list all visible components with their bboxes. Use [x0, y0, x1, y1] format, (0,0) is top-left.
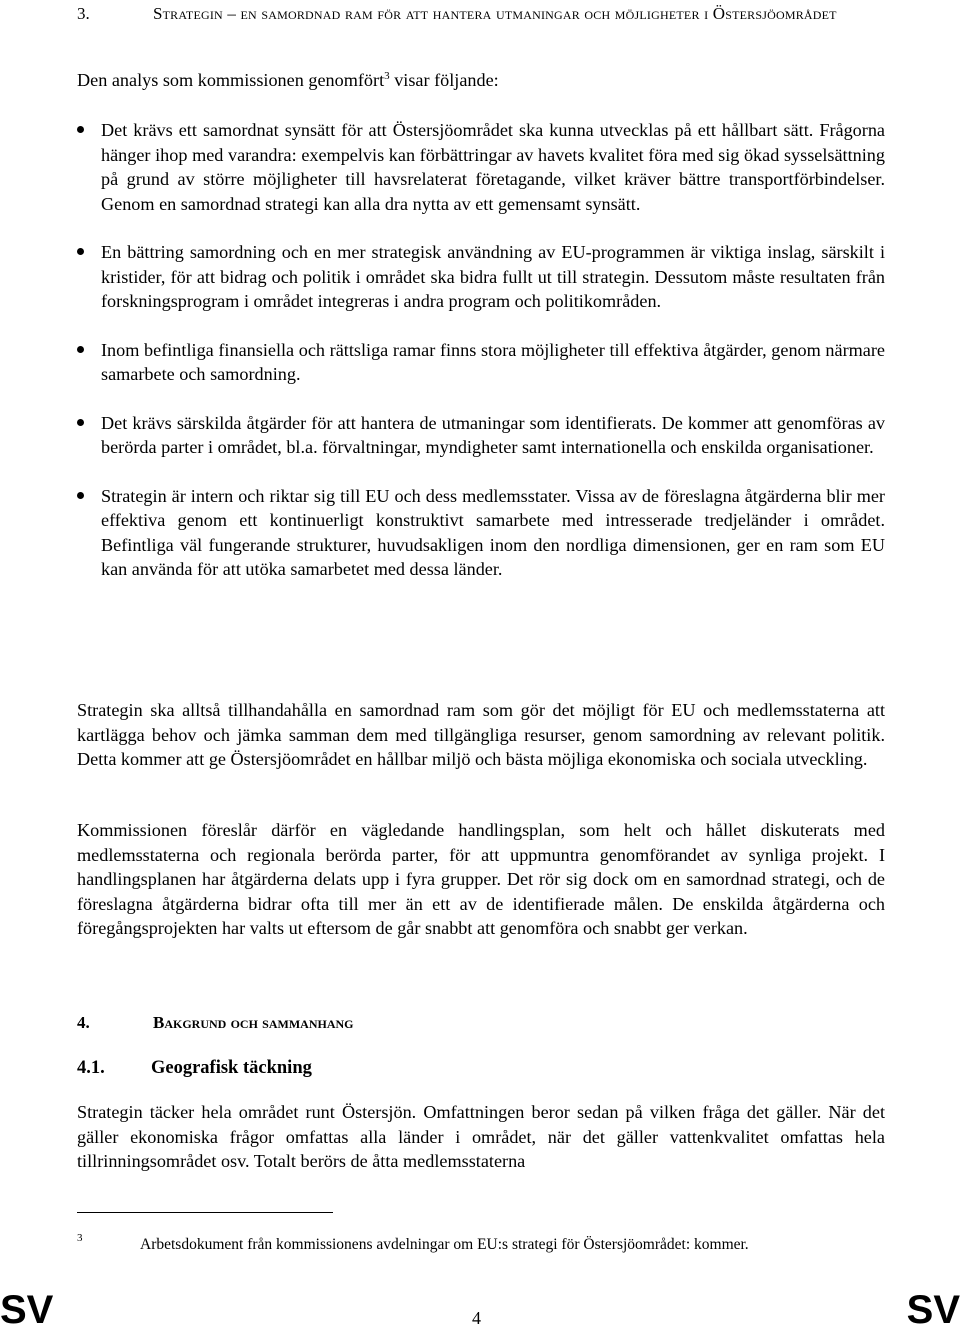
footnote-divider	[77, 1212, 333, 1213]
list-item-text: Inom befintliga finansiella och rättsliga ramar finns stora möjligheter till effektiva åtgärder, genom närmare samarbete och samordning.	[101, 339, 885, 384]
list-item	[77, 118, 885, 216]
findings-list	[77, 118, 885, 606]
intro-text: Den analys som kommissionen genomfört	[77, 70, 385, 90]
subsection-title: Geografisk täckning	[151, 1058, 312, 1078]
bullet-icon	[77, 419, 84, 426]
subsection-number: 4.1.	[77, 1058, 105, 1078]
intro-paragraph	[77, 68, 885, 93]
intro-text-after: visar följande:	[389, 70, 499, 90]
list-item	[77, 411, 885, 460]
bullet-icon	[77, 248, 84, 255]
section-4-heading	[77, 1011, 354, 1034]
list-item-text: Strategin är intern och riktar sig till EU och dess medlemsstater. Vissa av de föreslagna åtgärderna blir mer effektiva genom ett kontinuerligt konstruktivt samarbete med intresserade tredjeländer i området. Befintliga väl fungerande strukturer, huvudsakligen inom den nordliga dimensionen, ger en ram som EU kan använda för att utöka samarbetet med dessa länder.	[101, 485, 885, 579]
section-4-1-heading	[77, 1056, 312, 1080]
language-code-left: SV	[0, 1288, 54, 1332]
list-item	[77, 338, 885, 387]
list-item	[77, 484, 885, 582]
page-number: 4	[472, 1308, 481, 1328]
footnote-number: 3	[77, 1232, 83, 1244]
footnote-text: Arbetsdokument från kommissionens avdelningar om EU:s strategi för Östersjöområdet: kommer.	[140, 1236, 749, 1253]
bullet-icon	[77, 346, 84, 353]
section-number: 4.	[77, 1013, 90, 1032]
body-paragraph-1: Strategin ska alltså tillhandahålla en samordnad ram som gör det möjligt för EU och medlemsstaterna att kartlägga behov och jämka samman dem med tillgängliga resurser, genom samordning av relevant politik. Detta kommer att ge Östersjöområdet en hållbar miljö och bästa möjliga ekonomiska och sociala utveckling.	[77, 700, 885, 769]
bullet-icon	[77, 126, 84, 133]
body-paragraph-3: Strategin täcker hela området runt Östersjön. Omfattningen beror sedan på vilken fråga det gäller. När det gäller ekonomiska frågor omfattas alla länder i området, när det gäller vattenkvalitet omfattas hela tillrinningsområdet osv. Totalt berörs de åtta medlemsstaterna	[77, 1102, 885, 1171]
body-paragraph-2: Kommissionen föreslår därför en vägledande handlingsplan, som helt och hållet diskuterats med medlemsstaterna och regionala berörda parter, för att uppmuntra genomförandet av synliga projekt. I handlingsplanen har åtgärderna delats upp i fyra grupper. Det rör sig dock om en samordnad strategi, och de föreslagna åtgärderna bidrar ofta till mer än ett av de identifierade målen. De enskilda åtgärderna och föregångsprojekten har valts ut eftersom de går snabbt att genomföra och snabbt ger verkan.	[77, 820, 885, 938]
footnote-reference[interactable]: 3	[384, 69, 390, 82]
language-code-right: SV	[906, 1288, 960, 1332]
list-item-text: Det krävs ett samordnat synsätt för att Östersjöområdet ska kunna utvecklas på ett hållbart sätt. Frågorna hänger ihop med varandra: exempelvis kan förbättringar av havets kvalitet föra med sig ökad sysselsättning på grund av större möjligheter till havsrelaterat företagande, vilket kräver bättre transportförbindelser. Genom en samordnad strategi kan alla dra nytta av ett gemensamt synsätt.	[101, 120, 885, 214]
section-title: Strategin – en samordnad ram för att hantera utmaningar och möjligheter i Östersjöområdet	[153, 4, 837, 23]
list-item-text: Det krävs särskilda åtgärder för att hantera de utmaningar som identifierats. De kommer att genomföras av berörda parter i området, bl.a. förvaltningar, myndigheter samt internationella och enskilda organisationer.	[101, 412, 885, 457]
section-number: 3.	[77, 4, 90, 23]
list-item-text: En bättring samordning och en mer strategisk användning av EU-programmen är viktiga inslag, särskilt i kristider, för att bidrag och politik i området ska bidra fullt ut till strategin. Dessutom måste resultaten från forskningsprogram i området integreras i andra program och politikområden.	[101, 242, 885, 311]
section-title: Bakgrund och sammanhang	[153, 1013, 354, 1032]
list-item	[77, 240, 885, 314]
bullet-icon	[77, 492, 84, 499]
